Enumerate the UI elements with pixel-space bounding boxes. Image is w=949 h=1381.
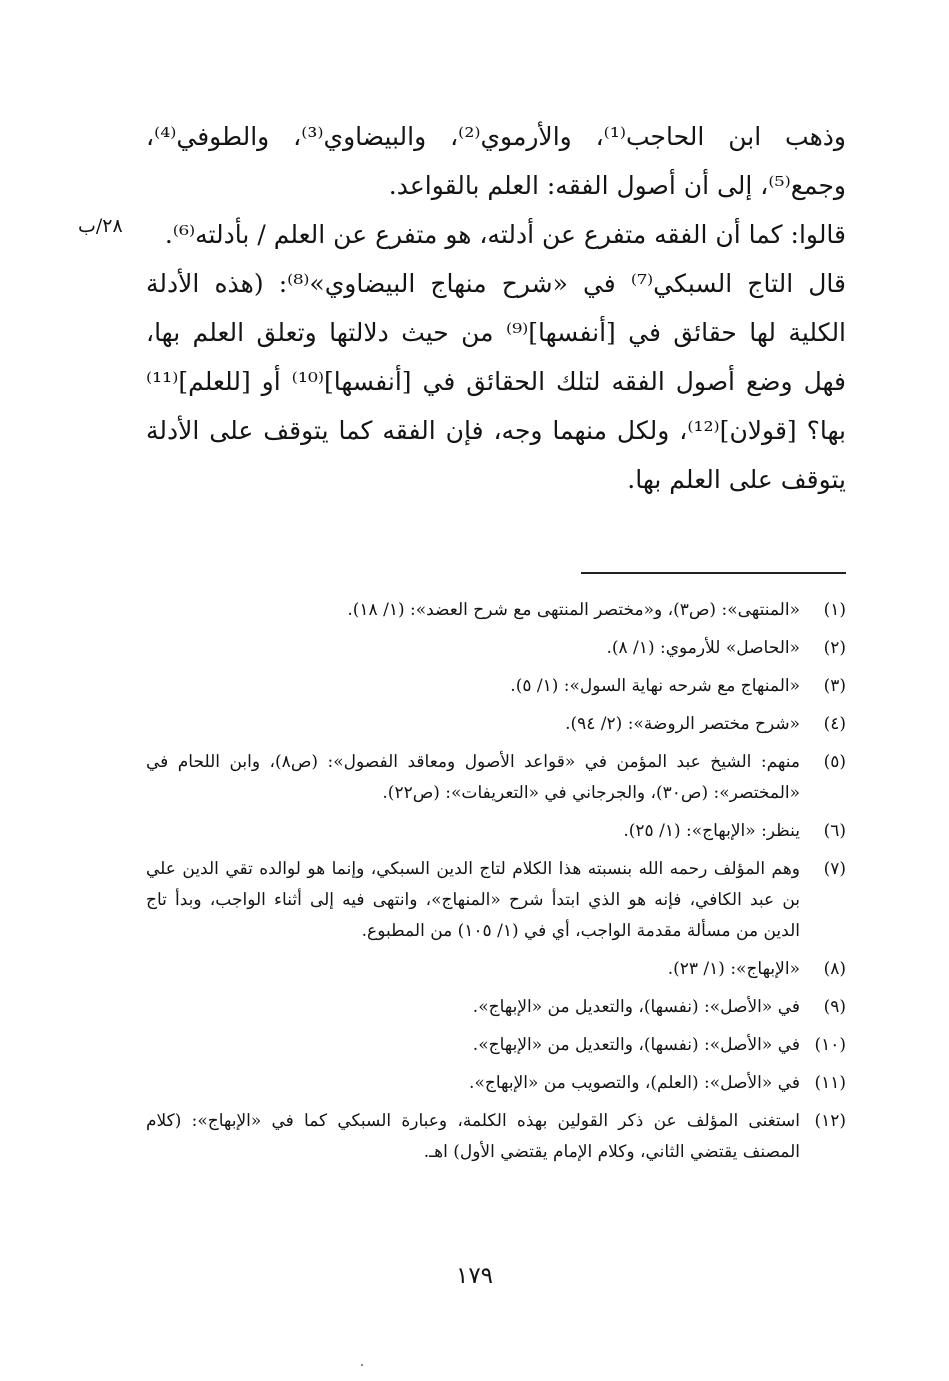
footnote-text: «المنتهى»: (ص٣)، و«مختصر المنتهى مع شرح العضد»: (١/ ١٨).	[347, 600, 800, 620]
footnote-item	[146, 633, 846, 664]
footnote-item	[146, 1106, 846, 1168]
footnote-item	[146, 954, 846, 985]
footnote-text: ينظر: «الإبهاج»: (١/ ٢٥).	[623, 821, 800, 841]
footnote-number: (٧)	[823, 859, 846, 879]
footnote-text: وهم المؤلف رحمه الله بنسبته هذا الكلام لتاج الدين السبكي، وإنما هو لوالده تقي الدين علي بن عبد الكافي، فإنه هو الذي ابتدأ شرح «المنهاج»، وانتهى فيه إلى أثناء الواجب، وبدأ تاج الدين من مسألة مقدمة الواجب، أي في (١/ ١٠٥) من المطبوع.	[146, 859, 800, 941]
footnote-text: في «الأصل»: (العلم)، والتصويب من «الإبهاج».	[469, 1073, 800, 1093]
footnote-number: (٥)	[823, 752, 846, 772]
footnote-number: (١٢)	[814, 1111, 846, 1131]
paragraph: وذهب ابن الحاجب⁽¹⁾، والأرموي⁽²⁾، والبيضاوي⁽³⁾، والطوفي⁽⁴⁾، وجمع⁽⁵⁾، إلى أن أصول الفقه: العلم بالقواعد.	[146, 122, 846, 200]
footnote-text: «الإبهاج»: (١/ ٢٣).	[667, 959, 800, 979]
footnote-text: في «الأصل»: (نفسها)، والتعديل من «الإبهاج».	[472, 997, 800, 1017]
footnote-text: «المنهاج مع شرحه نهاية السول»: (١/ ٥).	[510, 676, 800, 696]
footnote-text: «شرح مختصر الروضة»: (٢/ ٩٤).	[565, 714, 800, 734]
footnote-item	[146, 1030, 846, 1061]
page-number: ١٧٩	[455, 1263, 494, 1289]
footnotes-list	[146, 595, 846, 1175]
manuscript-folio-marker: ٢٨/ب	[78, 215, 123, 237]
footnote-number: (٦)	[823, 821, 846, 841]
scan-speck	[361, 1364, 363, 1366]
footnote-item	[146, 816, 846, 847]
footnote-number: (٢)	[823, 638, 846, 658]
footnote-item	[146, 595, 846, 626]
footnote-text: في «الأصل»: (نفسها)، والتعديل من «الإبهاج».	[472, 1035, 800, 1055]
footnote-number: (١١)	[814, 1073, 846, 1093]
footnote-divider	[581, 572, 846, 574]
footnote-item	[146, 854, 846, 947]
footnote-number: (١)	[823, 600, 846, 620]
footnote-item	[146, 671, 846, 702]
footnote-text: منهم: الشيخ عبد المؤمن في «قواعد الأصول ومعاقد الفصول»: (ص٨)، وابن اللحام في «المختصر»: (ص٣٠)، والجرجاني في «التعريفات»: (ص٢٢).	[146, 752, 800, 803]
footnote-number: (٤)	[823, 714, 846, 734]
paragraph: قالوا: كما أن الفقه متفرع عن أدلته، هو متفرع عن العلم / بأدلته⁽⁶⁾.	[164, 220, 846, 249]
footnote-number: (١٠)	[814, 1035, 846, 1055]
footnote-number: (٩)	[823, 997, 846, 1017]
footnote-item	[146, 992, 846, 1023]
paragraph: قال التاج السبكي⁽⁷⁾ في «شرح منهاج البيضاوي»⁽⁸⁾: (هذه الأدلة الكلية لها حقائق في [أنفسها]⁽⁹⁾ من حيث دلالتها وتعلق العلم بها، فهل وضع أصول الفقه لتلك الحقائق في [أنفسها]⁽¹⁰⁾ أو [للعلم]⁽¹¹⁾ بها؟ [قولان]⁽¹²⁾، ولكل منهما وجه، فإن الفقه كما يتوقف على الأدلة يتوقف على العلم بها.	[146, 269, 847, 494]
main-text	[146, 112, 846, 504]
footnote-text: استغنى المؤلف عن ذكر القولين بهذه الكلمة، وعبارة السبكي كما في «الإبهاج»: (كلام المصنف يقتضي الثاني، وكلام الإمام يقتضي الأول) اهـ.	[146, 1111, 800, 1162]
footnote-item	[146, 747, 846, 809]
footnote-number: (٨)	[823, 959, 846, 979]
footnote-item	[146, 709, 846, 740]
footnote-item	[146, 1068, 846, 1099]
footnote-number: (٣)	[823, 676, 846, 696]
footnote-text: «الحاصل» للأرموي: (١/ ٨).	[606, 638, 800, 658]
